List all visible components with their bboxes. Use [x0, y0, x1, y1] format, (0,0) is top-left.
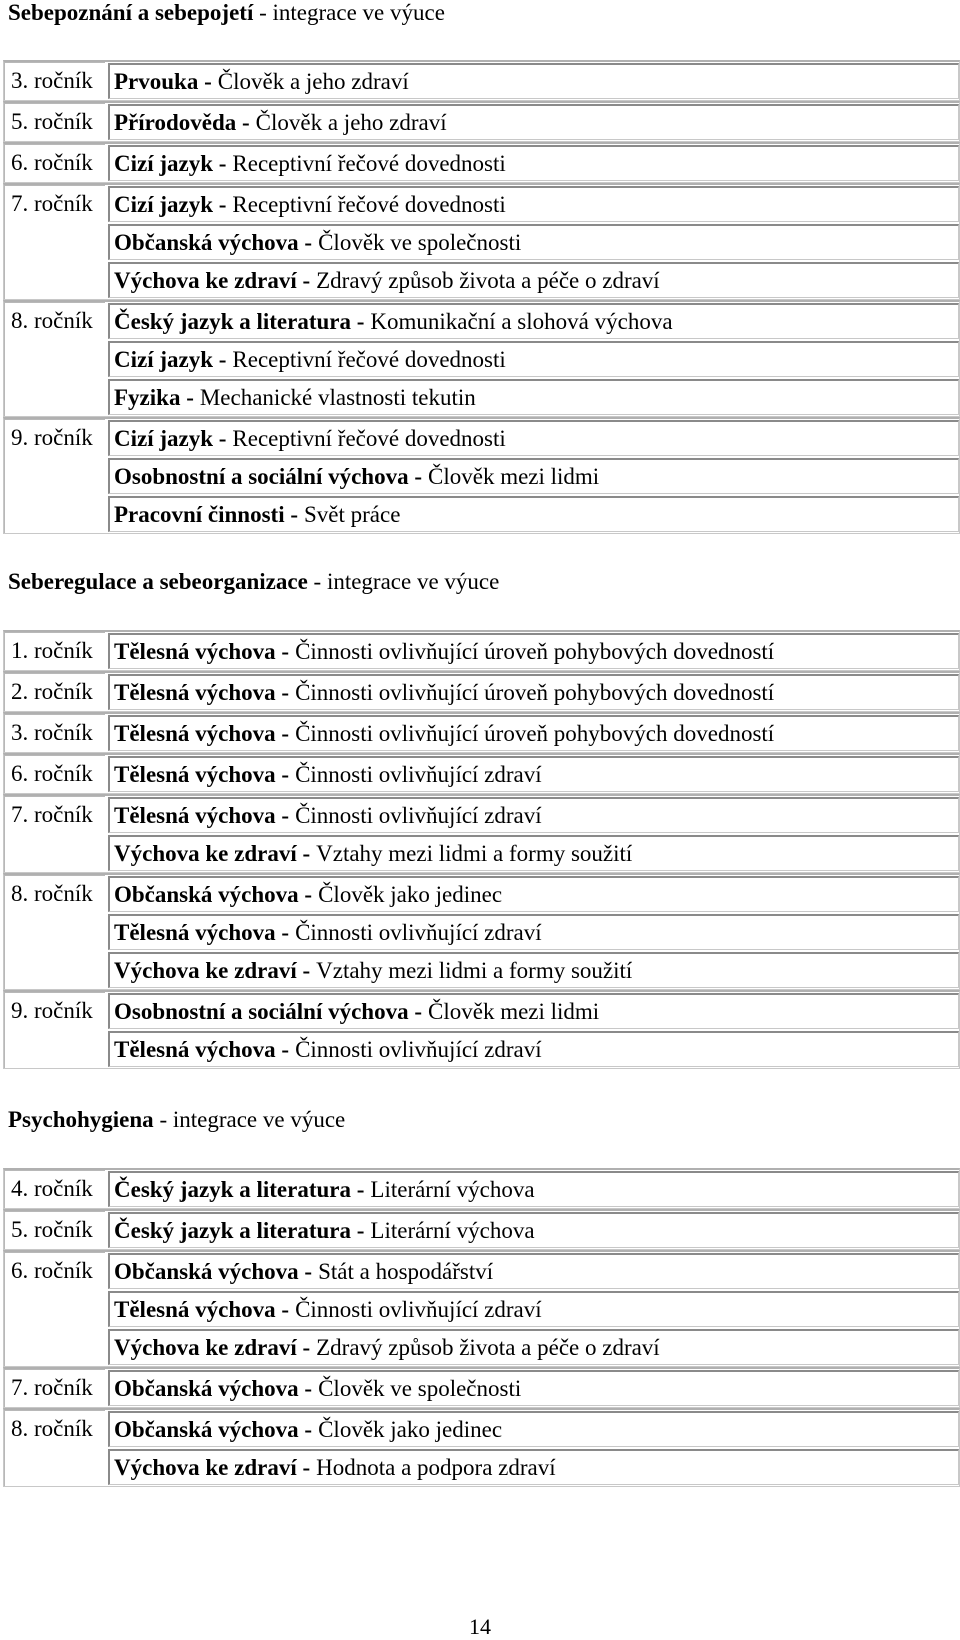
topic-name: Vztahy mezi lidmi a formy soužití [316, 840, 633, 866]
subject-cell [108, 104, 959, 140]
grade-label: 6. ročník [4, 1252, 105, 1366]
subject-cell [108, 1411, 959, 1447]
section-heading [8, 1107, 345, 1133]
subject-cell [108, 458, 959, 494]
subject-cell [108, 186, 959, 222]
subject-name: Prvouka - [114, 68, 212, 94]
grade-label: 2. ročník [4, 673, 105, 711]
subject-name: Cizí jazyk - [114, 150, 227, 176]
subject-cell [108, 914, 959, 950]
subject-cell [108, 876, 959, 912]
subject-name: Tělesná výchova - [114, 919, 290, 945]
topic-name: Člověk jako jedinec [318, 1416, 503, 1442]
subject-name: Občanská výchova - [114, 1375, 313, 1401]
section-heading [8, 0, 445, 26]
topic-name: Receptivní řečové dovednosti [232, 346, 506, 372]
topic-name: Činnosti ovlivňující zdraví [295, 761, 542, 787]
page-number: 14 [469, 1614, 491, 1639]
topic-name: Komunikační a slohová výchova [370, 308, 673, 334]
subject-name: Český jazyk a literatura - [114, 308, 365, 334]
grade-label: 5. ročník [4, 103, 105, 141]
subject-name: Pracovní činnosti - [114, 501, 298, 527]
section-suffix: - integrace ve výuce [253, 0, 445, 25]
topic-name: Člověk jako jedinec [318, 881, 503, 907]
subject-cell [108, 952, 959, 988]
grade-label: 7. ročník [4, 185, 105, 299]
topic-name: Hodnota a podpora zdraví [316, 1454, 556, 1480]
subject-cell [108, 1212, 959, 1248]
subject-name: Tělesná výchova - [114, 679, 290, 705]
grade-label: 8. ročník [4, 875, 105, 989]
integration-table [3, 630, 960, 1069]
topic-name: Člověk ve společnosti [318, 229, 522, 255]
subject-name: Český jazyk a literatura - [114, 1176, 365, 1202]
topic-name: Zdravý způsob života a péče o zdraví [316, 1334, 660, 1360]
section-title: Seberegulace a sebeorganizace [8, 569, 308, 594]
topic-name: Mechanické vlastnosti tekutin [199, 384, 476, 410]
subject-cell [108, 1031, 959, 1067]
subject-cell [108, 756, 959, 792]
subject-name: Tělesná výchova - [114, 802, 290, 828]
subject-name: Cizí jazyk - [114, 346, 227, 372]
subject-cell [108, 1171, 959, 1207]
topic-name: Člověk mezi lidmi [428, 463, 600, 489]
table-row [3, 1250, 960, 1367]
subject-name: Přírodověda - [114, 109, 250, 135]
integration-table [3, 60, 960, 534]
subject-name: Výchova ke zdraví - [114, 840, 311, 866]
section-heading [8, 569, 499, 595]
table-row [3, 1408, 960, 1487]
integration-table [3, 1168, 960, 1487]
section-suffix: - integrace ve výuce [153, 1107, 346, 1132]
subject-cell [108, 224, 959, 260]
grade-label: 8. ročník [4, 302, 105, 416]
subject-cell [108, 835, 959, 871]
topic-name: Činnosti ovlivňující zdraví [295, 1296, 542, 1322]
topic-name: Činnosti ovlivňující úroveň pohybových dovedností [295, 638, 775, 664]
grade-label: 5. ročník [4, 1211, 105, 1249]
subject-name: Osobnostní a sociální výchova - [114, 463, 422, 489]
subject-name: Občanská výchova - [114, 1416, 313, 1442]
subject-name: Výchova ke zdraví - [114, 957, 311, 983]
subject-cell [108, 420, 959, 456]
topic-name: Receptivní řečové dovednosti [232, 191, 506, 217]
section-title: Psychohygiena [8, 1107, 154, 1132]
subject-name: Občanská výchova - [114, 881, 313, 907]
subject-cell [108, 303, 959, 339]
table-row [3, 873, 960, 990]
subject-name: Tělesná výchova - [114, 638, 290, 664]
topic-name: Činnosti ovlivňující úroveň pohybových dovedností [295, 720, 775, 746]
subject-cell [108, 993, 959, 1029]
table-row [3, 753, 960, 794]
subject-cell [108, 63, 959, 99]
table-row [3, 417, 960, 534]
table-row [3, 630, 960, 671]
table-row [3, 1209, 960, 1250]
subject-cell [108, 1370, 959, 1406]
subject-name: Výchova ke zdraví - [114, 1454, 311, 1480]
table-row [3, 60, 960, 101]
table-row [3, 183, 960, 300]
topic-name: Svět práce [304, 501, 401, 527]
table-row [3, 1367, 960, 1408]
subject-cell [108, 145, 959, 181]
topic-name: Literární výchova [370, 1217, 535, 1243]
subject-name: Cizí jazyk - [114, 191, 227, 217]
topic-name: Zdravý způsob života a péče o zdraví [316, 267, 660, 293]
subject-cell [108, 496, 959, 532]
topic-name: Člověk ve společnosti [318, 1375, 522, 1401]
subject-cell [108, 1329, 959, 1365]
subject-cell [108, 1253, 959, 1289]
subject-name: Výchova ke zdraví - [114, 1334, 311, 1360]
section-suffix: - integrace ve výuce [307, 569, 500, 594]
subject-name: Tělesná výchova - [114, 720, 290, 746]
subject-cell [108, 341, 959, 377]
topic-name: Činnosti ovlivňující úroveň pohybových dovedností [295, 679, 775, 705]
grade-label: 4. ročník [4, 1170, 105, 1208]
grade-label: 6. ročník [4, 755, 105, 793]
subject-name: Cizí jazyk - [114, 425, 227, 451]
topic-name: Stát a hospodářství [318, 1258, 494, 1284]
subject-name: Český jazyk a literatura - [114, 1217, 365, 1243]
table-row [3, 142, 960, 183]
table-row [3, 712, 960, 753]
topic-name: Činnosti ovlivňující zdraví [295, 802, 542, 828]
subject-name: Tělesná výchova - [114, 761, 290, 787]
topic-name: Činnosti ovlivňující zdraví [295, 1036, 542, 1062]
table-row [3, 101, 960, 142]
grade-label: 7. ročník [4, 796, 105, 872]
subject-cell [108, 379, 959, 415]
grade-label: 3. ročník [4, 62, 105, 100]
topic-name: Činnosti ovlivňující zdraví [295, 919, 542, 945]
topic-name: Člověk mezi lidmi [428, 998, 600, 1024]
subject-name: Fyzika - [114, 384, 194, 410]
grade-label: 9. ročník [4, 992, 105, 1068]
topic-name: Člověk a jeho zdraví [217, 68, 409, 94]
table-row [3, 671, 960, 712]
subject-cell [108, 262, 959, 298]
topic-name: Receptivní řečové dovednosti [232, 425, 506, 451]
subject-cell [108, 1449, 959, 1485]
subject-name: Výchova ke zdraví - [114, 267, 311, 293]
topic-name: Člověk a jeho zdraví [255, 109, 447, 135]
subject-name: Tělesná výchova - [114, 1036, 290, 1062]
subject-name: Tělesná výchova - [114, 1296, 290, 1322]
subject-name: Občanská výchova - [114, 229, 313, 255]
topic-name: Literární výchova [370, 1176, 535, 1202]
subject-name: Osobnostní a sociální výchova - [114, 998, 422, 1024]
grade-label: 6. ročník [4, 144, 105, 182]
subject-cell [108, 1291, 959, 1327]
subject-cell [108, 633, 959, 669]
subject-name: Občanská výchova - [114, 1258, 313, 1284]
grade-label: 7. ročník [4, 1369, 105, 1407]
grade-label: 1. ročník [4, 632, 105, 670]
table-row [3, 794, 960, 873]
grade-label: 3. ročník [4, 714, 105, 752]
section-title: Sebepoznání a sebepojetí [8, 0, 254, 25]
subject-cell [108, 715, 959, 751]
grade-label: 9. ročník [4, 419, 105, 533]
subject-cell [108, 674, 959, 710]
subject-cell [108, 797, 959, 833]
topic-name: Vztahy mezi lidmi a formy soužití [316, 957, 633, 983]
grade-label: 8. ročník [4, 1410, 105, 1486]
table-row [3, 300, 960, 417]
topic-name: Receptivní řečové dovednosti [232, 150, 506, 176]
table-row [3, 1168, 960, 1209]
table-row [3, 990, 960, 1069]
